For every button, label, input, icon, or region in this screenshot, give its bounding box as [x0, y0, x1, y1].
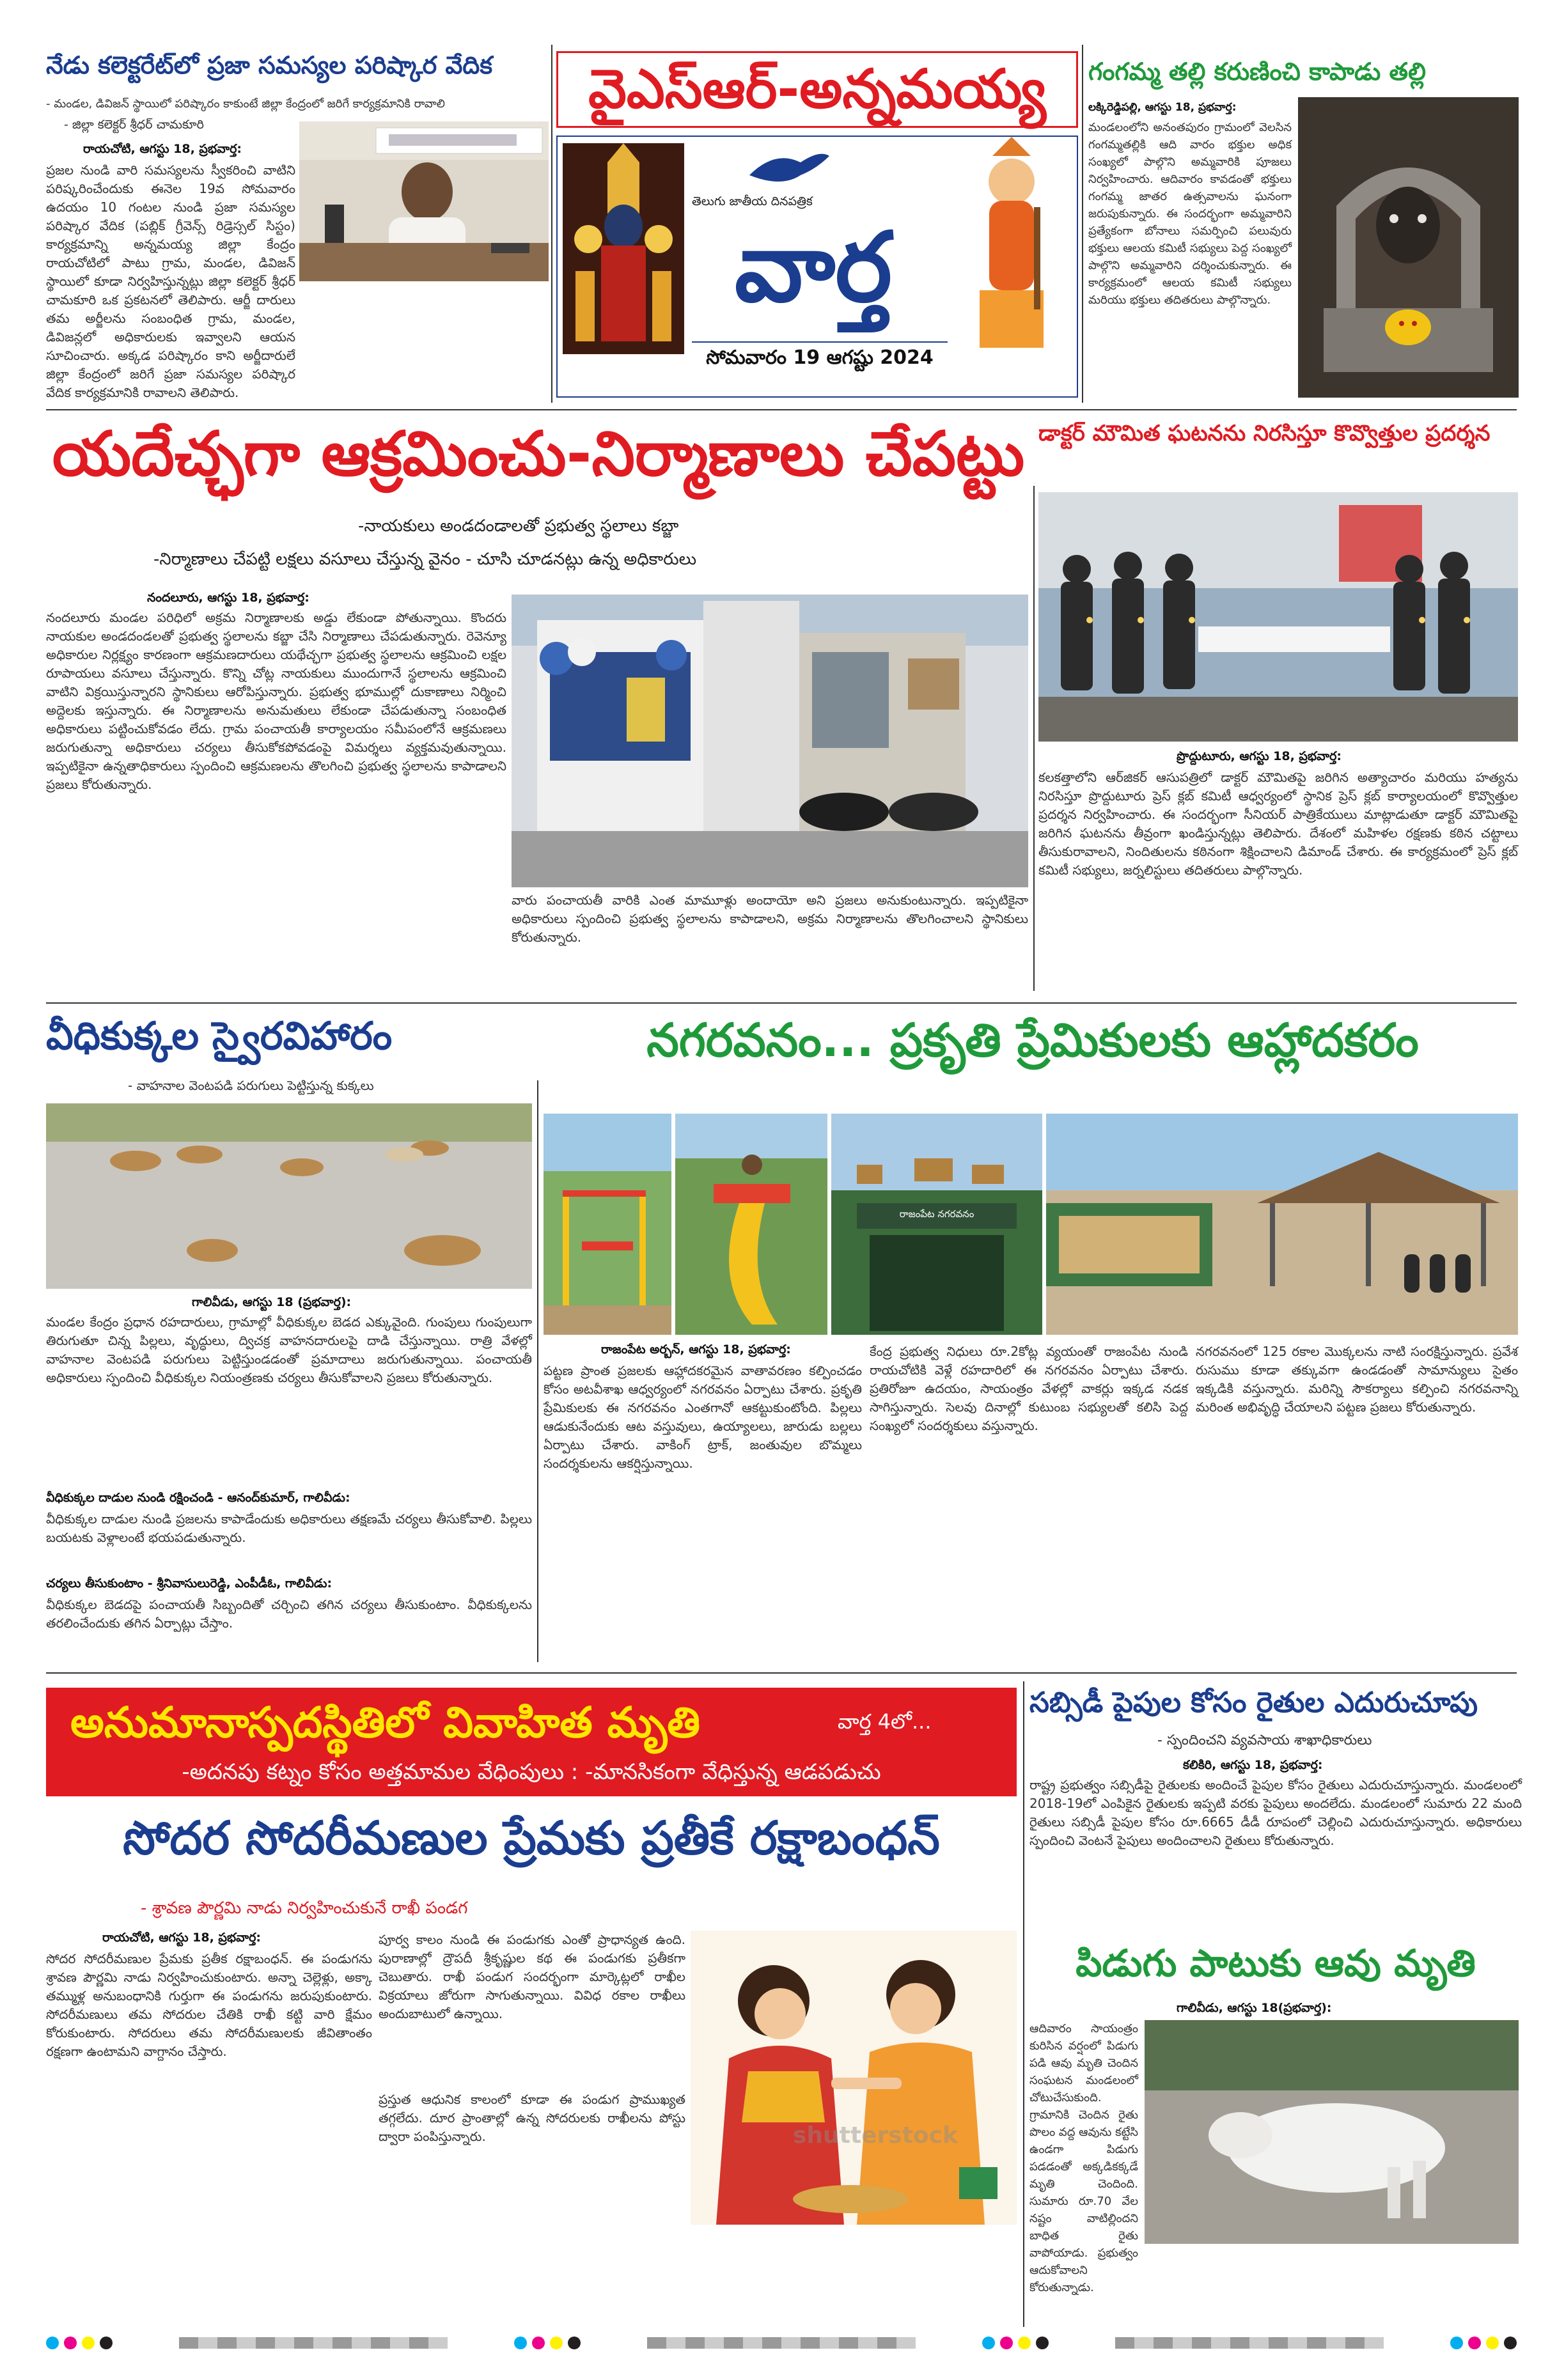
lightning-dateline: గాలివీడు, ఆగస్టు 18(ప్రభవార్త): [1177, 2001, 1332, 2015]
park-photo-gate [831, 1114, 1042, 1335]
park-photo-swing [544, 1114, 671, 1335]
collector-photo-illustration [299, 121, 549, 281]
rule-mid-3 [1023, 1681, 1024, 2327]
park-body-col3: నగరవనంలో 125 రకాల మొక్కలను నాటి సంరక్షిస్తున్నారు. ప్రవేశ రుసుము కూడా తక్కువగా ఉండడంతో సామాన్యులు సైతం ఇక్కడికి వస్తున్నారు. మరిన్ని సౌకర్యాలు కల్పించి నగరవనాన్ని మరింత అభివృద్ధి చేయాలని పట్టణ ప్రజలు కోరుతున్నారు. [1196, 1344, 1518, 1415]
encroach-body-left: నందలూరు మండల పరిధిలో అక్రమ నిర్మాణాలకు అడ్డు లేకుండా పోతున్నాయి. కొందరు నాయకుల అండదండలతో ప్రభుత్వ స్థలాలను కబ్జా చేసి నిర్మాణాలు చేపడుతున్నారు. రెవెన్యూ అధికారుల నిర్లక్ష్యం కారణంగా ఆక్రమణదారులు యథేచ్ఛగా ప్రభుత్వ స్థలాలను ఆక్రమించి లక్షల రూపాయలు వసూలు చేస్తున్నారు. కొన్ని చోట్ల నాయకులు ముందుగానే స్థలాలను ఆక్రమించి వాటిని విక్రయిస్తున్నారని స్థానికులు ఆరోపిస్తున్నారు. ప్రభుత్వ భూముల్లో దుకాణాలు నిర్మించి అద్దెలకు ఇస్తున్నారు. ఈ నిర్మాణాలను అనుమతులు లేకుండా చేపడుతున్నా సంబంధిత అధికారులు పట్టించుకోవడం లేదు. గ్రామ పంచాయతీ కార్యాలయం సమీపంలోనే ఆక్రమణలు జరుగుతున్నా అధికారులు చర్యలు తీసుకోకపోవడంపై విమర్శలు వ్యక్తమవుతున్నాయి. ఇప్పటికైనా ఉన్నతాధికారులు స్పందించి ఆక్రమణలను తొలగించి ప్రభుత్వ స్థలాలను కాపాడాలని ప్రజలు కోరుతున్నారు. [46, 610, 506, 792]
doctor-body: కలకత్తాలోని ఆర్‌జికర్ ఆసుపత్రిలో డాక్టర్ మౌమితపై జరిగిన అత్యాచారం మరియు హత్యను నిరసిస్తూ ప్రొద్దుటూరు ప్రెస్ క్లబ్ కమిటీ ఆధ్వర్యంలో స్థానిక ప్రెస్ క్లబ్ కార్యాలయంలో కొవ్వొత్తుల ప్రదర్శన నిర్వహించారు. ఈ సందర్భంగా సీనియర్ పాత్రికేయులు మాట్లాడుతూ డాక్టర్ మౌమితపై జరిగిన ఘటనను తీవ్రంగా ఖండిస్తున్నట్లు తెలిపారు. దేశంలో మహిళల రక్షణకు కఠిన చట్టాలు తీసుకురావాలని, నిందితులను కఠినంగా శిక్షించాలని డిమాండ్ చేశారు. ఈ కార్యక్రమంలో ప్రెస్ క్లబ్ కమిటీ సభ్యులు, జర్నలిస్టులు తదితరులు పాల్గొన్నారు. [1038, 770, 1518, 878]
park-photo-slide [675, 1114, 827, 1335]
encroach-sub2: -నిర్మాణాలు చేపట్టి లక్షలు వసూలు చేస్తున్న వైనం - చూసి చూడనట్లు ఉన్న అధికారులు [153, 550, 697, 569]
dogs-headline: వీధికుక్కల స్వైరవిహారం [46, 1014, 393, 1059]
gangamma-body: మండలంలోని అనంతపురం గ్రామంలో వెలసిన గంగమ్మతల్లికి ఆది వారం భక్తుల అధిక సంఖ్యలో పాల్గొని అమ్మవారికి పూజలు నిర్వహించారు. ఆదివారం కావడంతో భక్తులు గంగమ్మ జాతర ఉత్సవాలను ఘనంగా జరుపుకున్నారు. ఈ సందర్భంగా అమ్మవారిని ప్రత్యేకంగా బోనాలు సమర్పించి పలువురు భక్తులు ఆలయ కమిటీ సభ్యులు పెద్ద సంఖ్యలో పాల్గొని అమ్మవారిని దర్శించుకున్నారు. ఈ కార్యక్రమంలో ఆలయ కమిటీ సభ్యులు మరియు భక్తులు తదితరులు పాల్గొన్నారు. [1088, 121, 1292, 307]
gangamma-photo-illustration [1298, 97, 1519, 398]
doctor-dateline: ప్రొద్దుటూరు, ఆగస్టు 18, ప్రభవార్త: [1177, 749, 1342, 763]
rule-mid-2 [537, 1080, 538, 1662]
rakhi-body-col2: పూర్వ కాలం నుండి ఈ పండుగకు ఎంతో ప్రాధాన్యత ఉంది. పురాణాల్లో ద్రౌపదీ శ్రీకృష్ణుల కథ ఈ పండుగకు ప్రతీకగా చెబుతారు. రాఖీ పండుగ సందర్భంగా మార్కెట్లలో రాఖీల విక్రయాలు జోరుగా సాగుతున్నాయి. వివిధ రకాల రాఖీలు అందుబాటులో ఉన్నాయి. [379, 1932, 685, 2021]
masthead-title: వైఎస్ఆర్-అన్నమయ్య [588, 58, 1046, 120]
registration-dots-2 [514, 2337, 581, 2349]
park-gate-sign: రాజంపేట నగరవనం [899, 1208, 974, 1220]
collector-sub2: - జిల్లా కలెక్టర్ శ్రీధర్ చామకూరి [64, 118, 204, 132]
collector-photo [299, 121, 549, 281]
park-headline: నగరవనం... ప్రకృతి ప్రేమికులకు ఆహ్లాదకరం [646, 1013, 1419, 1067]
rakhi-body-col1: సోదర సోదరీమణుల ప్రేమకు ప్రతీక రక్షాబంధన్. ఈ పండుగను శ్రావణ పౌర్ణమి నాడు నిర్వహించుకుంటారు. అన్నా చెల్లెళ్లు, అక్కా తమ్ముళ్ల అనుబంధానికి గుర్తుగా ఈ పండుగను జరుపుకుంటారు. సోదరీమణులు తమ సోదరుల చేతికి రాఖీ కట్టి వారి క్షేమం కోరుకుంటారు. సోదరులు తమ సోదరీమణులకు జీవితాంతం రక్షణగా ఉంటామని వాగ్దానం చేస్తారు. [46, 1951, 372, 2059]
encroach-photo [512, 595, 1028, 887]
subsidy-sub: - స్పందించని వ్యవసాయ శాఖాధికారులు [1157, 1732, 1372, 1748]
dogs-dateline: గాలివీడు, ఆగస్టు 18 (ప్రభవార్త): [192, 1295, 352, 1309]
gangamma-headline: గంగమ్మ తల్లి కరుణించి కాపాడు తల్లి [1088, 58, 1426, 86]
registration-bar-3 [1115, 2337, 1384, 2349]
dogs-body: మండల కేంద్రం ప్రధాన రహదారులు, గ్రామాల్లో వీధికుక్కల బెడద ఎక్కువైంది. గుంపులు గుంపులుగా తిరుగుతూ చిన్న పిల్లలు, వృద్ధులు, ద్విచక్ర వాహనదారులపై దాడి చేస్తున్నాయి. రాత్రి వేళల్లో వాహనాల వెంటపడి పరుగులు పెట్టిస్తుండడంతో ప్రమాదాలు జరుగుతున్నాయి. పంచాయతీ అధికారులు స్పందించి వీధికుక్కల నియంత్రణకు చర్యలు తీసుకోవాలని ప్రజలు కోరుతున్నారు. [46, 1314, 532, 1385]
rakhi-body-col3: ప్రస్తుత ఆధునిక కాలంలో కూడా ఈ పండుగ ప్రాముఖ్యత తగ్గలేదు. దూర ప్రాంతాల్లో ఉన్న సోదరులకు రాఖీలను పోస్టు ద్వారా పంపిస్తున్నారు. [379, 2092, 685, 2144]
doctor-photo [1038, 492, 1518, 742]
rule-horizontal-1 [46, 409, 1517, 410]
death-ref: వార్త 4లో... [838, 1709, 932, 1734]
registration-bar-2 [647, 2337, 916, 2349]
masthead-logo-word: వార్త [734, 212, 893, 323]
subsidy-headline: సబ్సిడీ పైపుల కోసం రైతుల ఎదురుచూపు [1029, 1686, 1478, 1719]
lightning-body: ఆదివారం సాయంత్రం కురిసిన వర్షంలో పిడుగు పడి ఆవు మృతి చెందిన సంఘటన మండలంలో చోటుచేసుకుంది. గ్రామానికి చెందిన రైతు పొలం వద్ద ఆవును కట్టేసి ఉండగా పిడుగు పడడంతో అక్కడికక్కడే మృతి చెందింది. సుమారు రూ.70 వేల నష్టం వాటిల్లిందని బాధిత రైతు వాపోయాడు. ప్రభుత్వం ఆదుకోవాలని కోరుతున్నాడు. [1029, 2022, 1139, 2294]
rule-horizontal-2 [46, 1002, 1517, 1004]
dogs-quote2-head: చర్యలు తీసుకుంటాం - శ్రీనివాసులురెడ్డి, ఎంపీడీఓ, గాలివీడు: [46, 1576, 333, 1591]
park-photo-pavilion-illustration [1046, 1114, 1518, 1335]
registration-dots-4 [1450, 2337, 1517, 2349]
registration-dots-3 [982, 2337, 1049, 2349]
rakhi-watermark: shutterstock [793, 2122, 958, 2149]
dogs-photo-illustration [46, 1103, 532, 1289]
rule-horizontal-3 [46, 1672, 1517, 1674]
dogs-quote2-body: వీధికుక్కల బెడదపై పంచాయతీ సిబ్బందితో చర్చించి తగిన చర్యలు తీసుకుంటాం. వీధికుక్కలను తరలించేందుకు తగిన ఏర్పాట్లు చేస్తాం. [46, 1597, 532, 1631]
encroach-dateline: నందలూరు, ఆగస్టు 18, ప్రభవార్త: [147, 591, 309, 605]
rakhi-sub: - శ్రావణ పౌర్ణమి నాడు నిర్వహించుకునే రాఖీ పండగ [141, 1899, 468, 1918]
rakhi-headline: సోదర సోదరీమణుల ప్రేమకు ప్రతీకే రక్షాబంధన్ [123, 1811, 940, 1865]
collector-body: ప్రజల నుండి వారి సమస్యలను స్వీకరించి వాటిని పరిష్కరించేందుకు ఈనెల 19వ సోమవారం ఉదయం 10 గంటల నుండి ప్రజా సమస్యల పరిష్కార వేదిక (పబ్లిక్ గ్రీవెన్స్ రిడ్రెస్సల్ సిస్టం) కార్యక్రమాన్ని అన్నమయ్య జిల్లా కేంద్రం రాయచోటిలో పాటు గ్రామ, మండల, డివిజన్ స్థాయిలో కూడా నిర్వహిస్తున్నట్లు జిల్లా కలెక్టర్ శ్రీధర్ చామకూరి ఒక ప్రకటనలో తెలిపారు. ఆర్జీ దారులు తమ అర్జీలను సంబంధిత గ్రామ, మండల, డివిజన్లలో అధికారులకు ఇవ్వాలని ఆయన సూచించారు. అక్కడ పరిష్కారం కాని అర్జీదారులే జిల్లా కేంద్రంలో జరిగే ప్రజా సమస్యల పరిష్కార వేదిక కార్యక్రమానికి రావాలని తెలిపారు. [46, 162, 295, 400]
rakhi-dateline: రాయచోటి, ఆగస్టు 18, ప్రభవార్త: [102, 1931, 261, 1945]
collector-dateline: రాయచోటి, ఆగస్టు 18, ప్రభవార్త: [83, 142, 242, 156]
rule-top-left [551, 45, 552, 403]
park-photo-slide-illustration [675, 1114, 827, 1335]
rakhi-illustration-art [691, 1931, 1017, 2225]
death-sub: -అదనపు కట్నం కోసం అత్తమామల వేధింపులు : -మానసికంగా వేధిస్తున్న ఆడపడుచు [182, 1759, 881, 1785]
dogs-photo [46, 1103, 532, 1289]
encroach-body-bottom: వారు పంచాయతీ వారికి ఎంత మామూళ్లు అందాయో అని ప్రజలు అనుకుంటున్నారు. ఇప్పటికైనా అధికారులు స్పందించి ప్రభుత్వ స్థలాలను కాపాడాలని, అక్రమ నిర్మాణాలను తొలగించాలని స్థానికులు కోరుతున్నారు. [512, 892, 1028, 945]
masthead-panel [556, 136, 1078, 398]
gangamma-photo [1298, 97, 1519, 398]
deity-illustration [563, 143, 684, 354]
rakhi-illustration [691, 1931, 1017, 2225]
collector-sub1: - మండల, డివిజన్ స్థాయిలో పరిష్కారం కాకుంటే జిల్లా కేంద్రంలో జరిగే కార్యక్రమానికి రావాలి [46, 97, 445, 111]
park-photo-gate-illustration [831, 1114, 1042, 1335]
lightning-headline: పిడుగు పాటుకు ఆవు మృతి [1076, 1941, 1476, 1985]
masthead-date: సోమవారం 19 ఆగష్టు 2024 [706, 346, 934, 369]
park-photo-swing-illustration [544, 1114, 671, 1335]
registration-strip [46, 2333, 1517, 2353]
rule-mid-1 [1033, 486, 1035, 991]
annamayya-illustration [954, 143, 1069, 354]
rule-top-right [1082, 45, 1083, 403]
encroach-photo-illustration [512, 595, 1028, 887]
park-dateline: రాజంపేట అర్బన్, ఆగస్టు 18, ప్రభవార్త: [601, 1342, 791, 1357]
masthead-tagline: తెలుగు జాతీయ దినపత్రిక [692, 194, 813, 208]
collector-headline: నేడు కలెక్టరేట్‌లో ప్రజా సమస్యల పరిష్కార వేదిక [46, 51, 493, 79]
gangamma-dateline: లక్కిరెడ్డిపల్లి, ఆగస్టు 18, ప్రభవార్త: [1088, 101, 1237, 114]
dogs-sub: - వాహనాల వెంటపడి పరుగులు పెట్టిస్తున్న కుక్కలు [128, 1078, 374, 1093]
encroach-sub1: -నాయకులు అండదండాలతో ప్రభుత్వ స్థలాలు కబ్జా [358, 517, 679, 536]
doctor-photo-illustration [1038, 492, 1518, 742]
lightning-photo-illustration [1145, 2020, 1519, 2244]
death-headline: అనుమానాస్పదస్థితిలో వివాహిత మృతి [70, 1698, 700, 1747]
doctor-headline: డాక్టర్ మౌమిత ఘటనను నిరసిస్తూ కొవ్వొత్తుల ప్రదర్శన [1038, 421, 1490, 446]
park-body-col1: పట్టణ ప్రాంత ప్రజలకు ఆహ్లాదకరమైన వాతావరణం కల్పించడం కోసం అటవీశాఖ ఆధ్వర్యంలో నగరవనం ఏర్పాటు చేశారు. ప్రకృతి ప్రేమికులకు ఈ నగరవనం ఎంతగానో ఆకట్టుకుంటోంది. పిల్లలు ఆడుకునేందుకు ఆట వస్తువులు, ఉయ్యాలలు, జారుడు బల్లలు ఏర్పాటు చేశారు. వాకింగ్ ట్రాక్, జంతువుల బొమ్మలు సందర్శకులను ఆకర్షిస్తున్నాయి. [544, 1363, 862, 1471]
park-photo-pavilion [1046, 1114, 1518, 1335]
registration-dots-1 [46, 2337, 113, 2349]
dove-icon [743, 143, 833, 194]
dogs-quote1-body: వీధికుక్కల దాడుల నుండి ప్రజలను కాపాడేందుకు అధికారులు తక్షణమే చర్యలు తీసుకోవాలి. పిల్లలు బయటకు వెళ్లాలంటే భయపడుతున్నారు. [46, 1511, 532, 1545]
registration-bar-1 [179, 2337, 448, 2349]
encroach-headline: యదేచ్ఛగా ఆక్రమించు-నిర్మాణాలు చేపట్టు [52, 418, 1025, 490]
park-body-col2: కేంద్ర ప్రభుత్వ నిధులు రూ.2కోట్ల వ్యయంతో రాజంపేట నుండి రాయచోటికి వెళ్లే రహదారిలో ఈ నగరవనం ఏర్పాటు చేశారు. ప్రతిరోజూ ఉదయం, సాయంత్రం వేళల్లో వాకర్లు ఇక్కడ నడక సాగిస్తున్నారు. సెలవు దినాల్లో కుటుంబ సభ్యులతో కలిసి పెద్ద సంఖ్యలో సందర్శకులు వస్తున్నారు. [870, 1344, 1188, 1433]
subsidy-dateline: కలికిరి, ఆగస్టు 18, ప్రభవార్త: [1183, 1758, 1323, 1772]
masthead-date-rule [692, 341, 948, 343]
lightning-photo [1145, 2020, 1519, 2244]
subsidy-body: రాష్ట్ర ప్రభుత్వం సబ్సిడీపై రైతులకు అందించే పైపుల కోసం రైతులు ఎదురుచూస్తున్నారు. మండలంలో 2018-19లో ఎంపికైన రైతులకు ఇప్పటి వరకు పైపులు అందలేదు. మండలంలో సుమారు 22 మంది రైతులు సబ్సిడీ పైపుల కోసం రూ.6665 డీడీ రూపంలో చెల్లించి ఎదురుచూస్తున్నారు. అధికారులు స్పందించి వెంటనే పైపులు అందించాలని రైతులు కోరుతున్నారు. [1029, 1777, 1522, 1848]
dogs-quote1-head: వీధికుక్కల దాడుల నుండి రక్షించండి - ఆనంద్‌కుమార్, గాలివీడు: [46, 1491, 350, 1505]
